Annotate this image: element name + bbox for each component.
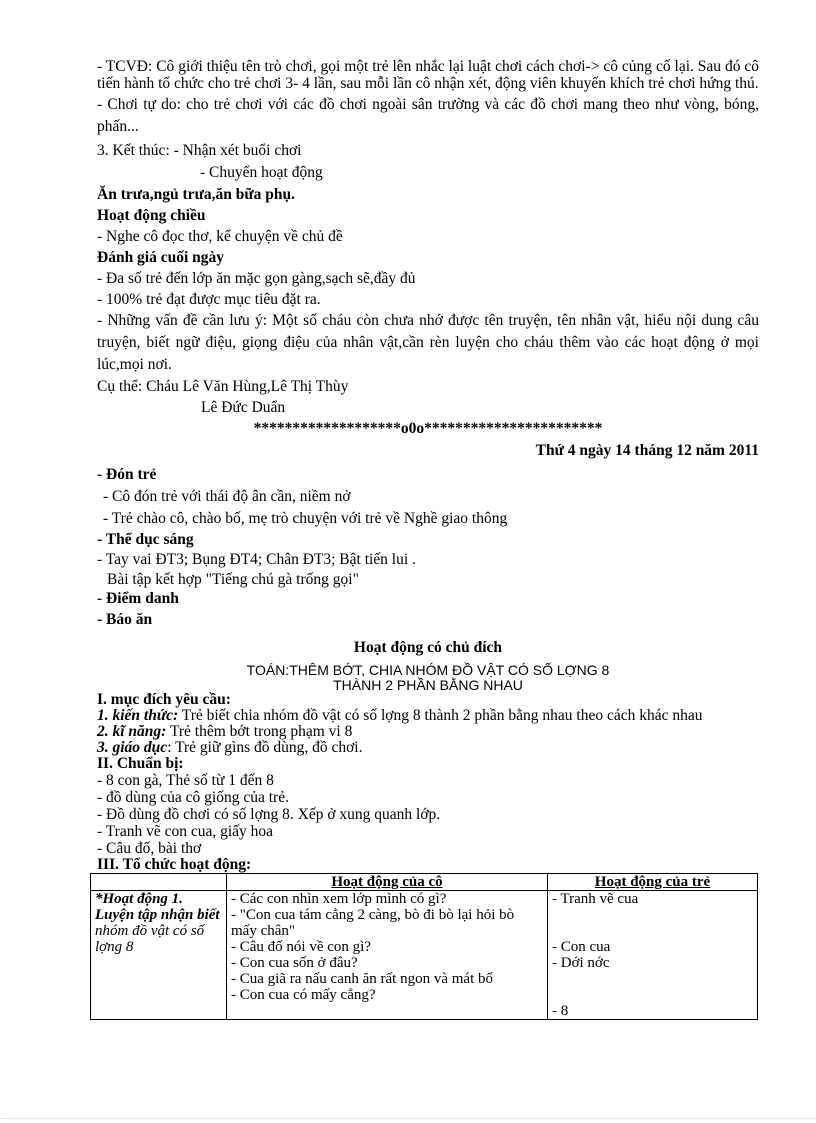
prep-5: - Câu đố, bài thơ (97, 840, 202, 857)
header-empty (91, 874, 227, 891)
text-specific-2: Lê Đức Duẩn (201, 399, 286, 416)
text-welcome-1: - Cô đón trẻ với thái độ ân cần, niềm nở (103, 488, 351, 505)
text-exercise: - Tay vai ĐT3; Bụng ĐT4; Chân ĐT3; Bật tiến lui . (97, 551, 416, 568)
heading-welcome: - Đón trẻ (97, 466, 157, 483)
header-teacher: Hoạt động của cô (227, 874, 548, 891)
label-education: 3. giáo dục (97, 739, 168, 756)
heading-organization: III. Tổ chức hoạt động: (97, 856, 252, 873)
table-header-row (91, 874, 758, 891)
label-skill: 2. kĩ năng: (97, 723, 167, 740)
separator-stars: *******************o0o*********************** (253, 420, 603, 437)
heading-afternoon: Hoạt động chiều (97, 207, 206, 224)
prep-4: - Tranh vẽ con cua, giấy hoa (97, 823, 274, 840)
objective-education (97, 740, 759, 756)
text-conclusion: 3. Kết thúc: - Nhận xét buổi chơi (97, 142, 302, 159)
child-line (552, 971, 753, 1003)
prep-2: - đồ dùng của cô giống của trẻ. (97, 789, 289, 806)
lesson-title-2: THÀNH 2 PHẦN BẰNG NHAU (333, 677, 523, 693)
teacher-line: - Con cua sốn ở đâu? (231, 955, 358, 971)
page-bottom-border (0, 1118, 816, 1119)
objective-knowledge (97, 708, 759, 724)
heading-attendance: - Điểm danh (97, 590, 179, 607)
child-line: - 8 (552, 1003, 569, 1019)
text-skill: Trẻ thêm bớt trong phạm vi 8 (166, 723, 353, 740)
children-cell (548, 891, 758, 1020)
teacher-line: - Con cua có mấy cẳng? (231, 987, 376, 1003)
text-welcome-2 (97, 508, 759, 530)
heading-objectives: I. mục đích yêu cầu: (97, 691, 231, 708)
text-song: "Tiếng chú gà trống gọi" (205, 571, 359, 588)
teacher-cell (227, 891, 548, 1020)
child-line: - Dới nớc (552, 955, 610, 971)
teacher-line: - Cua giã ra nấu canh ăn rất ngon và mát bổ (231, 971, 493, 987)
heading-lunch: Ăn trưa,ngủ trưa,ăn bữa phụ. (97, 186, 296, 203)
child-line: - Tranh vẽ cua (552, 891, 639, 907)
text-eval-3: - Những vấn đề cần lưu ý: Một số cháu còn chưa nhớ được tên truyện, tên nhân vật, hiểu nội dung câu truyện, biết ngữ điệu, giọng điệu của nhân vật,cần rèn luyện cho cháu thêm vào các hoạt động ở mọi lúc,mọi nơi. (97, 312, 759, 373)
text-combined-a: Bài tập kết hợp (107, 571, 202, 588)
teacher-line: - "Con cua tám cẳng 2 càng, bò đi bò lại hỏi bò mấy chân" (231, 907, 515, 939)
header-children: Hoạt động của trẻ (548, 874, 758, 891)
text-tcvd: - TCVĐ: Cô giới thiệu tên trò chơi, gọi một trẻ lên nhắc lại luật chơi cách chơi-> cô củng cố lại. Sau đó cô tiến hành tổ chức cho trẻ chơi 3- 4 lần, sau mỗi lần cô nhận xét, động viên khuyến khích trẻ chơi hứng thú. (97, 58, 759, 92)
text-welcome-2a: - Trẻ chào cô, chào bố, mẹ trò chuyện với trẻ về (103, 510, 401, 527)
text-transition: - Chuyển hoạt động (200, 164, 323, 181)
text-afternoon: - Nghe cô đọc thơ, kể chuyện về chủ đề (97, 228, 343, 245)
child-line (552, 907, 753, 939)
document-page (97, 58, 759, 1020)
activity-name: *Hoạt động 1. Luyện tập nhận biết (95, 891, 220, 923)
text-eval-1: - Đa số trẻ đến lớp ăn mặc gọn gàng,sạch sẽ,đầy đủ (97, 270, 416, 287)
objective-skill (97, 724, 759, 740)
heading-evaluation: Đánh giá cuối ngày (97, 249, 225, 266)
prep-1: - 8 con gà, Thẻ số từ 1 đến 8 (97, 772, 274, 789)
teacher-line: - Các con nhìn xem lớp mình có gì? (231, 891, 447, 907)
table-row (91, 891, 758, 1020)
text-topic: Nghề giao thông (403, 510, 508, 527)
text-specific: Cụ thể: Cháu Lê Văn Hùng,Lê Thị Thùy (97, 378, 349, 395)
heading-exercise: - Thể dục sáng (97, 531, 194, 548)
activity-table (90, 873, 758, 1020)
text-knowledge: Trẻ biết chia nhóm đồ vật có số lợng 8 thành 2 phần bằng nhau theo cách khác nhau (178, 707, 703, 724)
activity-name-cell (91, 891, 227, 1020)
heading-preparation: II. Chuẩn bị: (97, 755, 184, 772)
heading-activity: Hoạt động có chủ đích (353, 639, 503, 656)
child-line: - Con cua (552, 939, 611, 955)
text-education: : Trẻ giữ gìns đồ dùng, đồ chơi. (167, 739, 363, 756)
prep-3: - Đồ dùng đồ chơi có số lợng 8. Xếp ở xung quanh lớp. (97, 806, 441, 823)
date-heading: Thứ 4 ngày 14 tháng 12 năm 2011 (535, 442, 759, 459)
text-eval-2: - 100% trẻ đạt được mục tiêu đặt ra. (97, 291, 321, 308)
teacher-line: - Câu đố nói về con gì? (231, 939, 371, 955)
label-knowledge: 1. kiến thức: (97, 707, 179, 724)
lesson-title: TOÁN:THÊM BỚT, CHIA NHÓM ĐỒ VẬT CÓ SỐ LỢNG 8 (246, 662, 610, 678)
activity-desc: nhóm đồ vật có số lợng 8 (95, 923, 205, 955)
heading-meal-report: - Báo ăn (97, 611, 153, 628)
text-combined (97, 571, 759, 589)
text-free-play: - Chơi tự do: cho trẻ chơi với các đồ chơi ngoài sân trường và các đồ chơi mang theo như vòng, bóng, phấn... (97, 96, 759, 135)
